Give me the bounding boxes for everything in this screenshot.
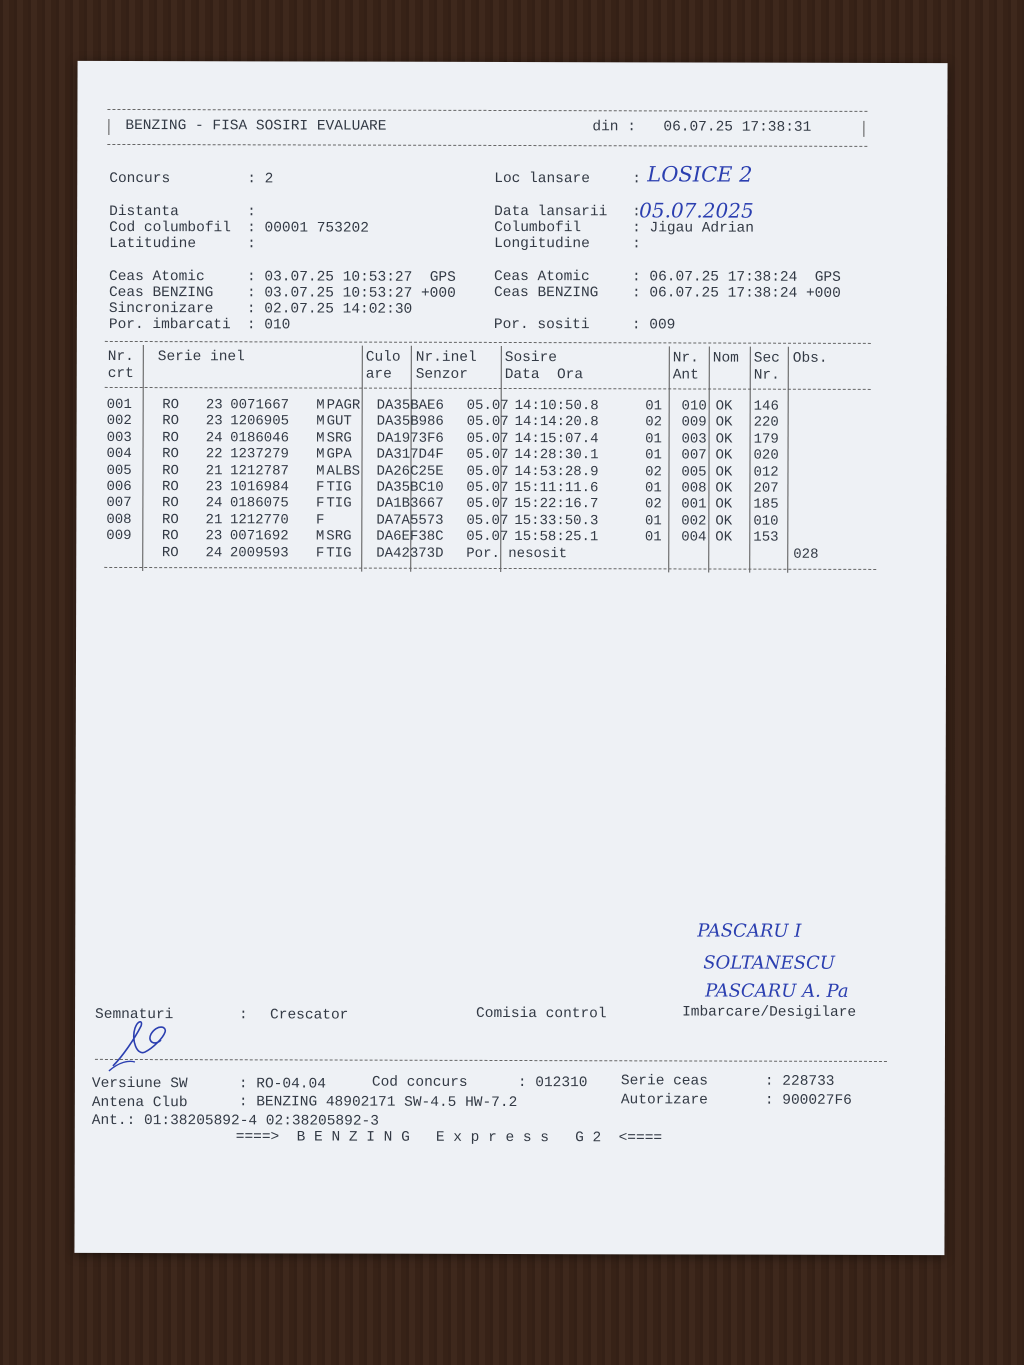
cell-obs: 185 xyxy=(753,497,779,514)
info-right-label-0: Loc lansare xyxy=(494,170,590,188)
cell-country: RO xyxy=(161,544,179,561)
cell-ant: 02 xyxy=(645,463,662,481)
info-left-label-0: Concurs xyxy=(109,170,171,188)
cell-sex: M xyxy=(316,413,325,430)
info-right-value-2: : Jigau Adrian xyxy=(632,220,754,237)
info-left-label-4: Ceas Atomic xyxy=(108,268,205,286)
cell-time: 14:53:28.9 xyxy=(514,463,599,480)
cell-date: 05.07 xyxy=(466,397,509,414)
info-right-value-3: : xyxy=(632,236,641,253)
table-row xyxy=(107,430,819,448)
cell-ant: 01 xyxy=(645,480,662,497)
cell-nom: 010 xyxy=(681,398,707,415)
table-top-border xyxy=(105,341,871,344)
col-header-are: are xyxy=(365,366,392,383)
cell-nom: 003 xyxy=(681,431,707,448)
cell-country: RO xyxy=(162,413,180,430)
cell-nom: 007 xyxy=(681,447,707,464)
cell-sensor: DA6EF38C xyxy=(376,528,444,546)
cell-ring: 0186046 xyxy=(230,430,290,447)
info-right-label-4: Ceas Atomic xyxy=(493,268,590,286)
handwritten-name-3: PASCARU A. Pa xyxy=(705,980,849,1002)
cell-country: RO xyxy=(161,528,179,545)
col-header-nr-inel: Nr.inel xyxy=(415,349,477,366)
signature-comisia-label: Comisia control xyxy=(476,1005,607,1023)
cell-ring: 2009593 xyxy=(229,544,289,562)
cell-year: 23 xyxy=(205,397,223,414)
col-header-data-ora: Data Ora xyxy=(504,366,584,384)
table-row xyxy=(107,397,819,415)
info-right-value-4: : 06.07.25 17:38:24 GPS xyxy=(631,269,841,286)
footer-brand-line: ====> B E N Z I N G E x p r e s s G 2 <==== xyxy=(235,1129,663,1147)
cell-date: 05.07 xyxy=(466,414,509,431)
cell-ant: 01 xyxy=(645,431,663,448)
col-header-obs: Obs. xyxy=(792,350,828,367)
cell-sec: OK xyxy=(715,464,733,481)
cell-sex: M xyxy=(315,528,325,545)
cell-status: Por. nesosit xyxy=(466,545,568,562)
cell-date: 05.07 xyxy=(466,463,509,480)
col-header-nr-ant-1: Nr. xyxy=(672,350,699,367)
footer-antena-label: Antena Club xyxy=(91,1094,188,1112)
handwritten-name-2: SOLTANESCU xyxy=(703,952,835,974)
cell-nr: 007 xyxy=(106,495,132,512)
cell-sec: OK xyxy=(715,447,733,464)
cell-color: SRG xyxy=(326,528,352,545)
table-row xyxy=(106,463,818,481)
cell-year: 24 xyxy=(205,430,223,447)
handwritten-name-1: PASCARU I xyxy=(697,920,802,942)
cell-nom: 001 xyxy=(681,496,707,513)
cell-sex: M xyxy=(316,446,325,463)
col-header-nr-ant-2: Ant xyxy=(672,367,699,384)
cell-time: 14:14:20.8 xyxy=(514,414,599,431)
cell-ant: 01 xyxy=(645,398,663,415)
header-din-label: din : xyxy=(592,119,636,136)
cell-country: RO xyxy=(162,462,179,479)
cell-country: RO xyxy=(162,479,179,496)
cell-date: 05.07 xyxy=(466,529,509,546)
arrivals-table-body xyxy=(106,397,819,563)
cell-sec: OK xyxy=(715,480,733,497)
cell-year: 24 xyxy=(205,544,223,561)
info-right-value-5: : 06.07.25 17:38:24 +000 xyxy=(631,285,841,302)
cell-sex: F xyxy=(315,545,325,562)
cell-year: 24 xyxy=(205,495,223,512)
info-right-label-2: Columbofil xyxy=(494,219,582,237)
table-row xyxy=(106,495,818,513)
col-header-nom: Nom xyxy=(712,350,739,367)
cell-date: 05.07 xyxy=(466,479,509,497)
cell-obs: 012 xyxy=(753,464,779,481)
handwritten-loc-lansare: LOSICE 2 xyxy=(647,162,753,187)
cell-time: 14:28:30.1 xyxy=(514,447,599,464)
cell-nr: 008 xyxy=(106,511,132,528)
info-left-value-4: : 03.07.25 10:53:27 GPS xyxy=(246,269,456,286)
cell-ant: 02 xyxy=(645,414,663,431)
table-row xyxy=(106,512,818,530)
header-right-border xyxy=(863,121,864,137)
info-left-value-7: : 010 xyxy=(246,317,291,334)
cell-empty xyxy=(106,545,142,562)
cell-sec: OK xyxy=(715,496,733,514)
footer-cod-concurs-label: Cod concurs xyxy=(371,1074,468,1091)
cell-sensor: DA35B986 xyxy=(376,414,444,431)
cell-color: PAGR xyxy=(326,397,361,414)
col-header-sec-nr: Nr. xyxy=(753,367,780,384)
cell-nr: 004 xyxy=(106,446,132,463)
cell-ant: 01 xyxy=(644,513,662,530)
footer-versiune-label: Versiune SW xyxy=(91,1075,188,1093)
info-right-label-3: Longitudine xyxy=(494,235,590,253)
cell-sensor: DA35BC10 xyxy=(376,479,444,496)
cell-color: GUT xyxy=(326,413,352,430)
arrivals-table xyxy=(106,397,819,563)
info-left-value-6: : 02.07.25 14:02:30 xyxy=(246,301,413,318)
cell-time: 15:58:25.1 xyxy=(514,529,599,546)
info-left-label-6: Sincronizare xyxy=(108,300,214,318)
info-left-value-5: : 03.07.25 10:53:27 +000 xyxy=(246,285,456,302)
cell-ant: 01 xyxy=(645,447,662,464)
cell-ring: 1212787 xyxy=(230,462,289,480)
cell-ring: 1206905 xyxy=(230,413,290,430)
cell-date: 05.07 xyxy=(466,496,509,513)
cell-year: 23 xyxy=(205,479,223,496)
cell-nom: 009 xyxy=(681,414,707,431)
col-header-crt: crt xyxy=(107,365,134,383)
cell-sec: OK xyxy=(715,431,733,448)
cell-ring: 1016984 xyxy=(230,479,289,496)
cell-nom: 008 xyxy=(681,480,707,497)
cell-nr: 001 xyxy=(106,396,132,414)
cell-sensor: DA42373D xyxy=(376,545,444,562)
cell-year: 21 xyxy=(205,462,223,479)
footer-antena-value: : BENZING 48902171 SW-4.5 HW-7.2 xyxy=(238,1094,518,1112)
cell-sex: M xyxy=(316,463,325,480)
info-left-value-2: : 00001 753202 xyxy=(247,220,369,237)
document-title: BENZING - FISA SOSIRI EVALUARE xyxy=(125,117,387,135)
cell-sec: OK xyxy=(715,513,733,530)
col-header-senzor: Senzor xyxy=(415,366,468,383)
header-bottom-border xyxy=(107,144,867,147)
cell-sensor: DA317D4F xyxy=(376,446,444,464)
cell-year: 23 xyxy=(205,413,223,430)
header-top-border xyxy=(107,109,867,112)
cell-time: 14:10:50.8 xyxy=(514,398,599,415)
col-header-culo: Culo xyxy=(365,349,401,366)
cell-obs: 153 xyxy=(753,529,779,546)
cell-color xyxy=(324,512,374,529)
cell-nom: 002 xyxy=(681,513,707,530)
cell-nr: 009 xyxy=(106,528,132,545)
info-left-label-3: Latitudine xyxy=(109,235,197,253)
cell-nr: 003 xyxy=(106,429,132,446)
cell-ring: 0071667 xyxy=(230,397,290,414)
cell-country: RO xyxy=(161,495,179,512)
cell-year: 22 xyxy=(205,446,223,463)
col-header-sec: Sec xyxy=(753,350,780,367)
info-left-label-1: Distanta xyxy=(109,203,179,221)
cell-color: TIG xyxy=(326,545,352,562)
cell-time: 15:22:16.7 xyxy=(514,496,599,513)
info-left-label-5: Ceas BENZING xyxy=(108,284,214,302)
footer-serie-ceas-value: : 228733 xyxy=(764,1073,835,1090)
table-header-divider xyxy=(105,387,871,390)
footer-divider xyxy=(95,1059,887,1062)
cell-color: SRG xyxy=(326,430,352,447)
cell-sec: OK xyxy=(715,414,733,431)
info-right-value-6: : 009 xyxy=(631,317,676,334)
cell-obs: 220 xyxy=(753,415,779,432)
crescator-signature-scribble xyxy=(105,1016,175,1076)
info-left-label-7: Por. imbarcati xyxy=(108,316,231,334)
cell-obs: 179 xyxy=(753,431,779,448)
table-row xyxy=(107,413,819,431)
cell-date: 05.07 xyxy=(466,447,509,464)
cell-ant: 01 xyxy=(644,529,662,546)
cell-obs: 020 xyxy=(753,447,779,464)
cell-sensor: DA7A5573 xyxy=(376,512,444,529)
cell-color: GPA xyxy=(326,446,352,463)
info-left-value-0: : 2 xyxy=(247,171,274,188)
cell-obs: 207 xyxy=(753,480,779,497)
table-row xyxy=(107,446,819,464)
cell-time: 15:11:11.6 xyxy=(514,480,599,497)
cell-nr: 006 xyxy=(106,478,132,496)
cell-obs: 010 xyxy=(753,513,779,530)
table-row xyxy=(106,528,818,546)
footer-ant-line: Ant.: 01:38205892-4 02:38205892-3 xyxy=(91,1112,379,1130)
table-row xyxy=(106,479,818,497)
cell-obs: 028 xyxy=(793,546,819,563)
header-din-value: 06.07.25 17:38:31 xyxy=(663,119,812,136)
table-row-not-arrived xyxy=(106,545,818,563)
cell-nom: 004 xyxy=(681,529,707,546)
cell-date: 05.07 xyxy=(466,512,509,529)
header-left-border xyxy=(108,119,109,135)
info-left-label-2: Cod columbofil xyxy=(109,219,231,237)
cell-sex: M xyxy=(316,430,325,447)
cell-obs: 146 xyxy=(753,398,779,415)
cell-sensor: DA26C25E xyxy=(376,463,444,480)
info-left-value-3: : xyxy=(247,236,256,253)
signature-crescator-label: Crescator xyxy=(270,1007,349,1024)
footer-autorizare-label: Autorizare xyxy=(620,1092,708,1109)
cell-time: 15:33:50.3 xyxy=(514,512,599,530)
cell-nr: 002 xyxy=(106,413,132,430)
cell-nom: 005 xyxy=(681,464,707,481)
cell-year: 23 xyxy=(205,528,223,545)
col-header-nr: Nr. xyxy=(107,348,134,366)
cell-country: RO xyxy=(161,511,179,528)
info-right-value-1: : xyxy=(632,204,641,221)
footer-versiune-value: : RO-04.04 xyxy=(238,1076,326,1093)
cell-color: TIG xyxy=(326,479,352,496)
cell-sec: OK xyxy=(715,398,733,415)
cell-color: ALBS xyxy=(326,463,361,480)
cell-sensor: DA1973F6 xyxy=(376,430,444,447)
cell-country: RO xyxy=(162,397,180,414)
info-right-label-5: Ceas BENZING xyxy=(493,284,599,302)
cell-ant: 02 xyxy=(644,496,662,513)
cell-sex: F xyxy=(315,512,325,529)
cell-ring: 1212770 xyxy=(229,512,289,529)
cell-sensor: DA35BAE6 xyxy=(376,397,444,414)
table-bottom-border xyxy=(104,567,876,570)
cell-ring: 1237279 xyxy=(230,446,289,463)
cell-ring: 0071692 xyxy=(229,528,289,545)
cell-time: 14:15:07.4 xyxy=(514,430,599,448)
cell-nr: 005 xyxy=(106,462,132,479)
cell-color: TIG xyxy=(326,495,352,513)
signatures-colon: : xyxy=(239,1007,248,1024)
signature-imbarcare-label: Imbarcare/Desigilare xyxy=(682,1004,857,1021)
col-header-sosire: Sosire xyxy=(504,349,558,367)
cell-sensor: DA1B3667 xyxy=(376,496,444,513)
cell-year: 21 xyxy=(205,512,223,529)
paper-sheet xyxy=(74,61,947,1255)
info-right-label-1: Data lansarii xyxy=(494,203,608,221)
info-right-label-6: Por. sositi xyxy=(493,316,590,334)
cell-sex: F xyxy=(316,479,325,496)
cell-sex: M xyxy=(316,397,325,414)
footer-autorizare-value: : 900027F6 xyxy=(764,1092,852,1109)
signatures-label: Semnaturi xyxy=(95,1006,174,1024)
footer-serie-ceas-label: Serie ceas xyxy=(620,1073,708,1090)
info-right-value-0: : xyxy=(632,171,641,188)
cell-sex: F xyxy=(315,495,325,512)
info-left-value-1: : xyxy=(247,204,256,221)
footer-cod-concurs-value: : 012310 xyxy=(517,1075,588,1092)
handwritten-data-lansarii: 05.07.2025 xyxy=(639,198,754,223)
cell-country: RO xyxy=(162,429,180,446)
cell-date: 05.07 xyxy=(466,430,509,447)
col-header-serie-inel: Serie inel xyxy=(157,349,245,366)
cell-country: RO xyxy=(162,446,179,463)
cell-sec: OK xyxy=(715,529,733,546)
cell-ring: 0186075 xyxy=(229,495,289,512)
